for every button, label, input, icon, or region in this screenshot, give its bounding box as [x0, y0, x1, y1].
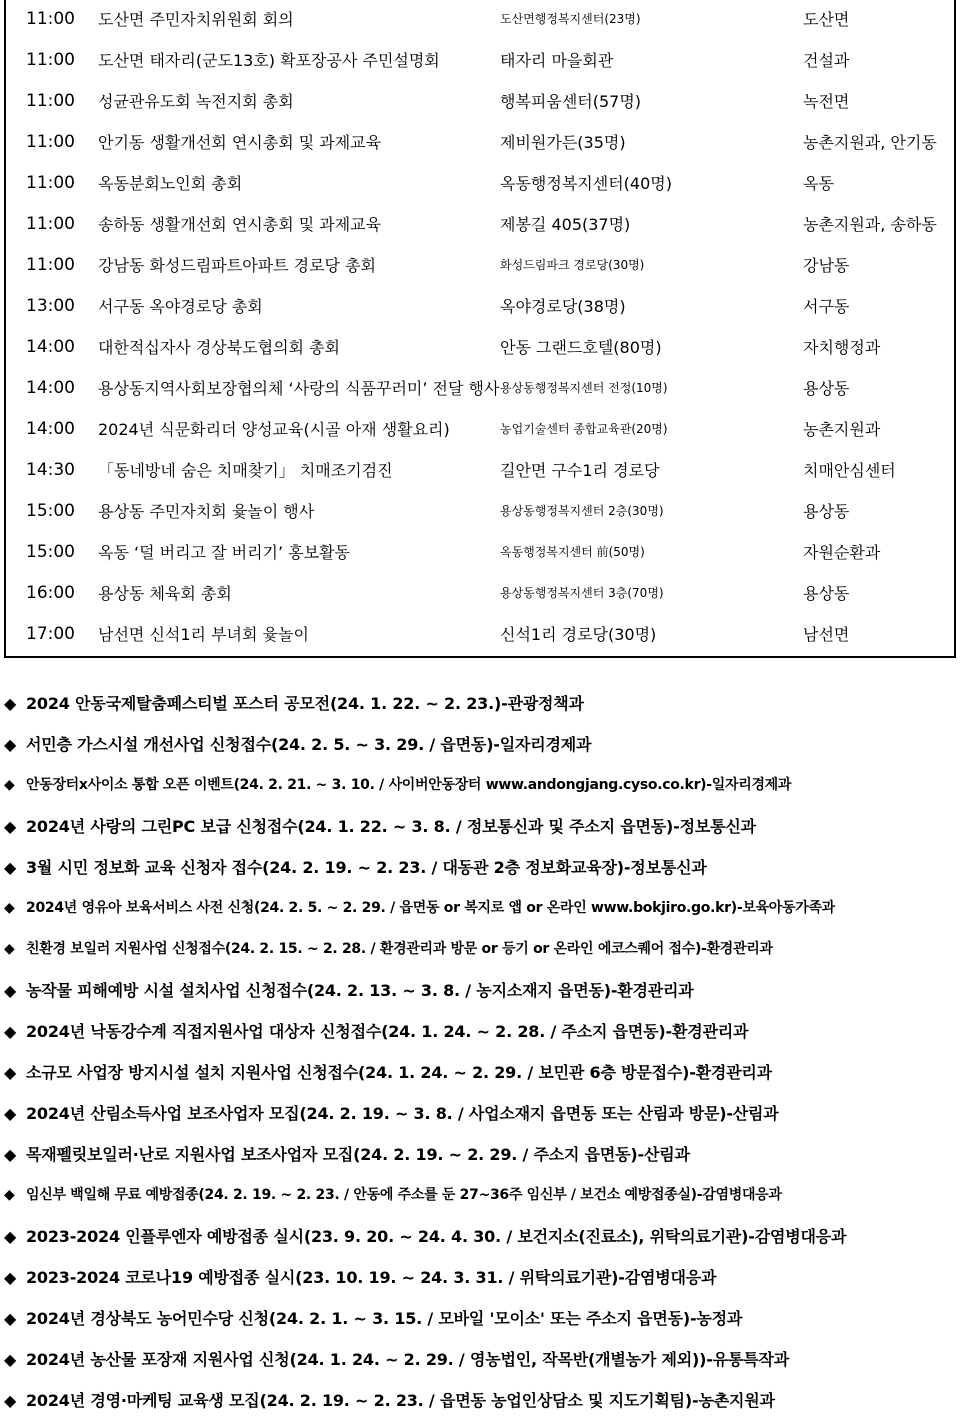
- schedule-place: 신석1리 경로당(30명): [500, 625, 657, 644]
- notice-text: 임신부 백일해 무료 예방접종(24. 2. 19. ~ 2. 23. / 안동에 주소를 둔 27~36주 임신부 / 보건소 예방접종실)-감염병대응과: [26, 1187, 782, 1203]
- schedule-dept: 자원순환과: [803, 543, 881, 562]
- notice-item: [4, 683, 956, 724]
- notice-item: [4, 1093, 956, 1134]
- schedule-time: 15:00: [26, 501, 75, 521]
- schedule-place: 도산면행정복지센터(23명): [500, 12, 641, 26]
- notice-text: 2024년 산림소득사업 보조사업자 모집(24. 2. 19. ~ 3. 8. / 사업소재지 읍면동 또는 산림과 방문)-산림과: [26, 1104, 779, 1123]
- diamond-bullet-icon: ◆: [4, 1227, 17, 1246]
- schedule-row: [0, 450, 960, 491]
- schedule-place: 옥야경로당(38명): [500, 297, 626, 316]
- schedule-dept: 용상동: [803, 584, 850, 603]
- schedule-title: 대한적십자사 경상북도협의회 총회: [98, 338, 341, 357]
- diamond-bullet-icon: ◆: [4, 900, 15, 916]
- notice-item: [4, 888, 956, 929]
- schedule-dept: 용상동: [803, 502, 850, 521]
- schedule-time: 11:00: [26, 132, 75, 152]
- diamond-bullet-icon: ◆: [4, 735, 17, 754]
- schedule-title: 남선면 신석1리 부녀회 윷놀이: [98, 625, 309, 644]
- notice-item: [4, 1216, 956, 1257]
- diamond-bullet-icon: ◆: [4, 1187, 15, 1203]
- schedule-row: [0, 286, 960, 327]
- diamond-bullet-icon: ◆: [4, 981, 17, 1000]
- schedule-time: 11:00: [26, 214, 75, 234]
- schedule-time: 14:30: [26, 460, 75, 480]
- diamond-bullet-icon: ◆: [4, 1391, 17, 1410]
- schedule-time: 11:00: [26, 9, 75, 29]
- schedule-time: 14:00: [26, 419, 75, 439]
- schedule-time: 11:00: [26, 50, 75, 70]
- schedule-place: 제봉길 405(37명): [500, 215, 631, 234]
- notice-text: 2024년 낙동강수계 직접지원사업 대상자 신청접수(24. 1. 24. ~ 2. 28. / 주소지 읍면동)-환경관리과: [26, 1022, 749, 1041]
- schedule-place: 행복피움센터(57명): [500, 92, 642, 111]
- schedule-row: [0, 409, 960, 450]
- diamond-bullet-icon: ◆: [4, 1350, 17, 1369]
- notice-text: 2024년 농산물 포장재 지원사업 신청(24. 1. 24. ~ 2. 29. / 영농법인, 작목반(개별농가 제외))-유통특작과: [26, 1350, 789, 1369]
- schedule-place: 화성드림파크 경로당(30명): [500, 258, 645, 272]
- notice-text: 소규모 사업장 방지시설 설치 지원사업 신청접수(24. 1. 24. ~ 2. 29. / 보민관 6층 방문접수)-환경관리과: [26, 1063, 772, 1082]
- schedule-title: 용상동지역사회보장협의체 ‘사랑의 식품꾸러미’ 전달 행사: [98, 379, 500, 398]
- diamond-bullet-icon: ◆: [4, 1309, 17, 1328]
- schedule-time: 14:00: [26, 378, 75, 398]
- schedule-place: 옥동행정복지센터 前(50명): [500, 545, 645, 559]
- notice-item: [4, 765, 956, 806]
- schedule-row: [0, 327, 960, 368]
- schedule-title: 「동네방네 숨은 치매찾기」 치매조기검진: [98, 461, 393, 480]
- notice-text: 친환경 보일러 지원사업 신청접수(24. 2. 15. ~ 2. 28. / 환경관리과 방문 or 등기 or 온라인 에코스퀘어 접수)-환경관리과: [26, 941, 773, 957]
- notice-item: [4, 929, 956, 970]
- diamond-bullet-icon: ◆: [4, 858, 17, 877]
- schedule-time: 16:00: [26, 583, 75, 603]
- notice-item: [4, 1052, 956, 1093]
- schedule-place: 용상동행정복지센터 3층(70명): [500, 586, 664, 600]
- notice-text: 2024년 경영·마케팅 교육생 모집(24. 2. 19. ~ 2. 23. / 읍면동 농업인상담소 및 지도기획팀)-농촌지원과: [26, 1391, 775, 1410]
- schedule-place: 농업기술센터 종합교육관(20명): [500, 422, 668, 436]
- schedule-time: 17:00: [26, 624, 75, 644]
- schedule-title: 도산면 태자리(군도13호) 확포장공사 주민설명회: [98, 51, 440, 70]
- schedule-title: 용상동 체육회 총회: [98, 584, 232, 603]
- schedule-dept: 농촌지원과, 안기동: [803, 133, 937, 152]
- schedule-dept: 건설과: [803, 51, 850, 70]
- schedule-place: 안동 그랜드호텔(80명): [500, 338, 662, 357]
- schedule-row: [0, 368, 960, 409]
- schedule-dept: 농촌지원과, 송하동: [803, 215, 937, 234]
- schedule-dept: 자치행정과: [803, 338, 881, 357]
- schedule-dept: 농촌지원과: [803, 420, 881, 439]
- schedule-place: 옥동행정복지센터(40명): [500, 174, 672, 193]
- schedule-row: [0, 40, 960, 81]
- diamond-bullet-icon: ◆: [4, 777, 15, 793]
- schedule-title: 용상동 주민자치회 윷놀이 행사: [98, 502, 315, 521]
- notice-item: [4, 847, 956, 888]
- notice-text: 2024년 경상북도 농어민수당 신청(24. 2. 1. ~ 3. 15. / 모바일 '모이소' 또는 주소지 읍면동)-농정과: [26, 1309, 743, 1328]
- notice-item: [4, 1257, 956, 1298]
- schedule-dept: 녹전면: [803, 92, 850, 111]
- diamond-bullet-icon: ◆: [4, 1268, 17, 1287]
- schedule-place: 용상동행정복지센터 2층(30명): [500, 504, 664, 518]
- schedule-title: 2024년 식문화리더 양성교육(시골 아재 생활요리): [98, 420, 450, 439]
- notice-text: 2024 안동국제탈춤페스티벌 포스터 공모전(24. 1. 22. ~ 2. 23.)-관광정책과: [26, 694, 584, 713]
- notice-text: 2024년 영유아 보육서비스 사전 신청(24. 2. 5. ~ 2. 29. / 읍면동 or 복지로 앱 or 온라인 www.bokjiro.go.kr)-보육아동가족과: [26, 900, 835, 916]
- diamond-bullet-icon: ◆: [4, 694, 17, 713]
- schedule-title: 옥동분회노인회 총회: [98, 174, 243, 193]
- schedule-row: [0, 0, 960, 40]
- schedule-title: 송하동 생활개선회 연시총회 및 과제교육: [98, 215, 382, 234]
- notice-text: 2023-2024 인플루엔자 예방접종 실시(23. 9. 20. ~ 24. 4. 30. / 보건지소(진료소), 위탁의료기관)-감염병대응과: [26, 1227, 847, 1246]
- schedule-title: 강남동 화성드림파트아파트 경로당 총회: [98, 256, 377, 275]
- schedule-title: 옥동 ‘덜 버리고 잘 버리기’ 홍보활동: [98, 543, 350, 562]
- schedule-dept: 강남동: [803, 256, 850, 275]
- notice-item: [4, 724, 956, 765]
- schedule-place: 태자리 마을회관: [500, 51, 614, 70]
- schedule-dept: 도산면: [803, 10, 850, 29]
- schedule-row: [0, 491, 960, 532]
- notice-item: [4, 1380, 956, 1421]
- diamond-bullet-icon: ◆: [4, 1063, 17, 1082]
- schedule-time: 15:00: [26, 542, 75, 562]
- schedule-row: [0, 163, 960, 204]
- schedule-row: [0, 573, 960, 614]
- diamond-bullet-icon: ◆: [4, 941, 15, 957]
- diamond-bullet-icon: ◆: [4, 1104, 17, 1123]
- notice-text: 목재펠릿보일러·난로 지원사업 보조사업자 모집(24. 2. 19. ~ 2. 29. / 주소지 읍면동)-산림과: [26, 1145, 690, 1164]
- schedule-title: 성균관유도회 녹전지회 총회: [98, 92, 294, 111]
- notice-text: 2023-2024 코로나19 예방접종 실시(23. 10. 19. ~ 24. 3. 31. / 위탁의료기관)-감염병대응과: [26, 1268, 717, 1287]
- schedule-dept: 서구동: [803, 297, 850, 316]
- schedule-row: [0, 614, 960, 655]
- notice-item: [4, 1339, 956, 1380]
- schedule-title: 안기동 생활개선회 연시총회 및 과제교육: [98, 133, 382, 152]
- notice-item: [4, 1298, 956, 1339]
- diamond-bullet-icon: ◆: [4, 817, 17, 836]
- notice-item: [4, 1134, 956, 1175]
- schedule-row: [0, 245, 960, 286]
- schedule-row: [0, 122, 960, 163]
- schedule-row: [0, 81, 960, 122]
- schedule-time: 11:00: [26, 255, 75, 275]
- notice-item: [4, 1011, 956, 1052]
- schedule-title: 도산면 주민자치위원회 회의: [98, 10, 294, 29]
- schedule-time: 14:00: [26, 337, 75, 357]
- notice-item: [4, 1175, 956, 1216]
- schedule-time: 13:00: [26, 296, 75, 316]
- schedule-dept: 남선면: [803, 625, 850, 644]
- notice-item: [4, 970, 956, 1011]
- notice-item: [4, 806, 956, 847]
- schedule-place: 제비원가든(35명): [500, 133, 626, 152]
- schedule-place: 용상동행정복지센터 전정(10명): [500, 381, 668, 395]
- schedule-row: [0, 204, 960, 245]
- schedule-dept: 치매안심센터: [803, 461, 896, 480]
- notice-text: 서민층 가스시설 개선사업 신청접수(24. 2. 5. ~ 3. 29. / 읍면동)-일자리경제과: [26, 735, 592, 754]
- schedule-time: 11:00: [26, 173, 75, 193]
- notice-text: 안동장터x사이소 통합 오픈 이벤트(24. 2. 21. ~ 3. 10. / 사이버안동장터 www.andongjang.cyso.co.kr)-일자리경제과: [26, 777, 792, 793]
- schedule-dept: 용상동: [803, 379, 850, 398]
- schedule-dept: 옥동: [803, 174, 834, 193]
- diamond-bullet-icon: ◆: [4, 1022, 17, 1041]
- table-frame-bottom: [4, 656, 956, 658]
- notice-text: 2024년 사랑의 그린PC 보급 신청접수(24. 1. 22. ~ 3. 8. / 정보통신과 및 주소지 읍면동)-정보통신과: [26, 817, 756, 836]
- schedule-place: 길안면 구수1리 경로당: [500, 461, 660, 480]
- schedule-row: [0, 532, 960, 573]
- notice-text: 3월 시민 정보화 교육 신청자 접수(24. 2. 19. ~ 2. 23. / 대동관 2층 정보화교육장)-정보통신과: [26, 858, 707, 877]
- schedule-time: 11:00: [26, 91, 75, 111]
- schedule-title: 서구동 옥야경로당 총회: [98, 297, 263, 316]
- notice-text: 농작물 피해예방 시설 설치사업 신청접수(24. 2. 13. ~ 3. 8. / 농지소재지 읍면동)-환경관리과: [26, 981, 694, 1000]
- diamond-bullet-icon: ◆: [4, 1145, 17, 1164]
